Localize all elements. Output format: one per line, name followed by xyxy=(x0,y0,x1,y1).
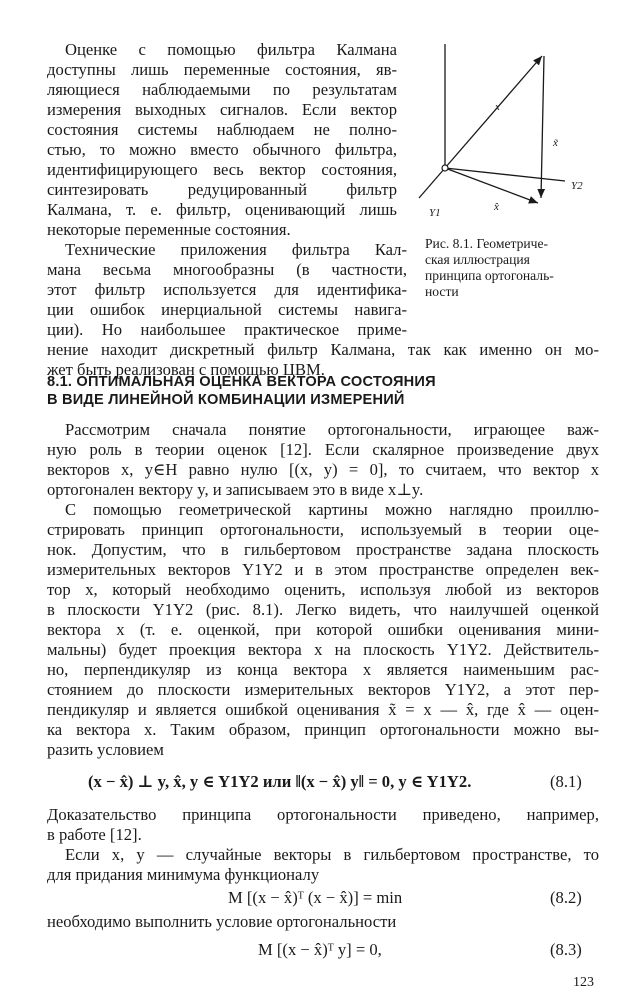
body-line: С помощью геометрической картины можно наглядно проиллю- xyxy=(65,500,599,519)
equation-number: (8.2) xyxy=(550,888,582,907)
vector-x-tilde xyxy=(541,56,544,198)
intro-line: стью, то можно вместо обычного фильтра, xyxy=(47,140,397,159)
intro-line: ции ошибок инерциальной системы навига- xyxy=(47,300,407,319)
body-line: разить условием xyxy=(47,740,164,759)
body-line: пендикуляр и является ошибкой оценивания x̃ = x — x̂, где x̂ — оцен- xyxy=(47,700,599,719)
intro-line: жет быть реализован с помощью ЦВМ. xyxy=(47,360,325,379)
body-line: Если x, y — случайные векторы в гильбертовом пространстве, то xyxy=(65,845,599,864)
intro-line: нение находит дискретный фильтр Калмана, так как именно он мо- xyxy=(47,340,599,359)
label-x-tilde: x̃ xyxy=(553,137,558,149)
vector-x xyxy=(445,56,542,168)
label-y1: Y1 xyxy=(429,207,441,219)
intro-line: Технические приложения фильтра Кал- xyxy=(65,240,407,259)
section-heading: 8.1. ОПТИМАЛЬНАЯ ОЦЕНКА ВЕКТОРА СОСТОЯНИЯ xyxy=(47,374,436,390)
intro-line: ляющиеся наблюдаемыми по результатам xyxy=(47,80,397,99)
body-line: ную роль в теории оценок [12]. Если скалярное произведение двух xyxy=(47,440,599,459)
body-line: стоянием до плоскости измерительных векторов Y1Y2, а этот пер- xyxy=(47,680,599,699)
body-line: векторов x, y∈H равно нулю [(x, y) = 0], то считаем, что вектор x xyxy=(47,460,599,479)
body-line: необходимо выполнить условие ортогональности xyxy=(47,912,397,931)
label-x: x xyxy=(495,101,500,113)
body-line: но, перпендикуляр из конца вектора x является наименьшим рас- xyxy=(47,660,599,679)
intro-line: ции). Но наибольшее практическое приме- xyxy=(47,320,407,339)
body-line: измерительных векторов Y1Y2 и в этом пространстве определен век- xyxy=(47,560,599,579)
body-line: ка вектора x. Таким образом, принцип ортогональности можно вы- xyxy=(47,720,599,739)
equation-number: (8.3) xyxy=(550,940,582,959)
equation-number: (8.1) xyxy=(550,772,582,791)
intro-line: этот фильтр используется для идентифика- xyxy=(47,280,407,299)
intro-line: мана весьма многообразны (в частности, xyxy=(47,260,407,279)
body-line: Доказательство принципа ортогональности приведено, например, xyxy=(47,805,599,824)
body-line: ортогонален вектору y, и записываем это в виде x⊥y. xyxy=(47,480,424,499)
figure-caption: ности xyxy=(425,284,459,299)
label-y2: Y2 xyxy=(571,180,583,192)
intro-line: Калмана, т. е. фильтр, оценивающий лишь xyxy=(47,200,397,219)
body-line: для придания минимума функционалу xyxy=(47,865,320,884)
label-x-hat: x̂ xyxy=(494,201,499,213)
section-heading: В ВИДЕ ЛИНЕЙНОЙ КОМБИНАЦИИ ИЗМЕРЕНИЙ xyxy=(47,392,405,408)
equation-8-3: M [(x − x̂)ᵀ y] = 0, xyxy=(258,940,382,959)
figure-caption: принципа ортогональ- xyxy=(425,268,554,283)
body-line: нок. Допустим, что в гильбертовом пространстве задана плоскость xyxy=(47,540,599,559)
figure-caption: ская иллюстрация xyxy=(425,252,530,267)
origin-point xyxy=(442,165,448,171)
page-number: 123 xyxy=(573,975,594,990)
intro-line: измерения выходных сигналов. Если вектор xyxy=(47,100,397,119)
body-line: в плоскости Y1Y2 (рис. 8.1). Легко видеть, что наилучшей оценкой xyxy=(47,600,599,619)
intro-line: состояния системы наблюдаем не полно- xyxy=(47,120,397,139)
equation-8-1: (x − x̂) ⊥ y, x̂, y ∈ Y1Y2 или ‖(x − x̂) y‖ = 0, y ∈ Y1Y2. xyxy=(88,772,472,791)
plane-edge-y1 xyxy=(419,168,445,198)
body-line: мальны) будет проекция вектора x на плоскость Y1Y2. Действитель- xyxy=(47,640,599,659)
body-line: Рассмотрим сначала понятие ортогональности, играющее важ- xyxy=(65,420,599,439)
intro-line: Оценке с помощью фильтра Калмана xyxy=(65,40,397,59)
intro-line: синтезировать редуцированный фильтр xyxy=(47,180,397,199)
body-line: стрировать принцип ортогональности, используемый в теории оце- xyxy=(47,520,599,539)
body-line: тор x, который необходимо оценить, используя любой из векторов xyxy=(47,580,599,599)
figure-caption: Рис. 8.1. Геометриче- xyxy=(425,236,549,251)
intro-line: доступны лишь переменные состояния, яв- xyxy=(47,60,397,79)
body-line: вектора x (т. е. оценкой, при которой ошибки оценивания мини- xyxy=(47,620,599,639)
equation-8-2: M [(x − x̂)ᵀ (x − x̂)] = min xyxy=(228,888,403,907)
intro-line: идентифицирующего весь вектор состояния, xyxy=(47,160,397,179)
intro-line: некоторые переменные состояния. xyxy=(47,220,291,239)
body-line: в работе [12]. xyxy=(47,825,142,844)
orthogonality-figure xyxy=(405,38,605,228)
